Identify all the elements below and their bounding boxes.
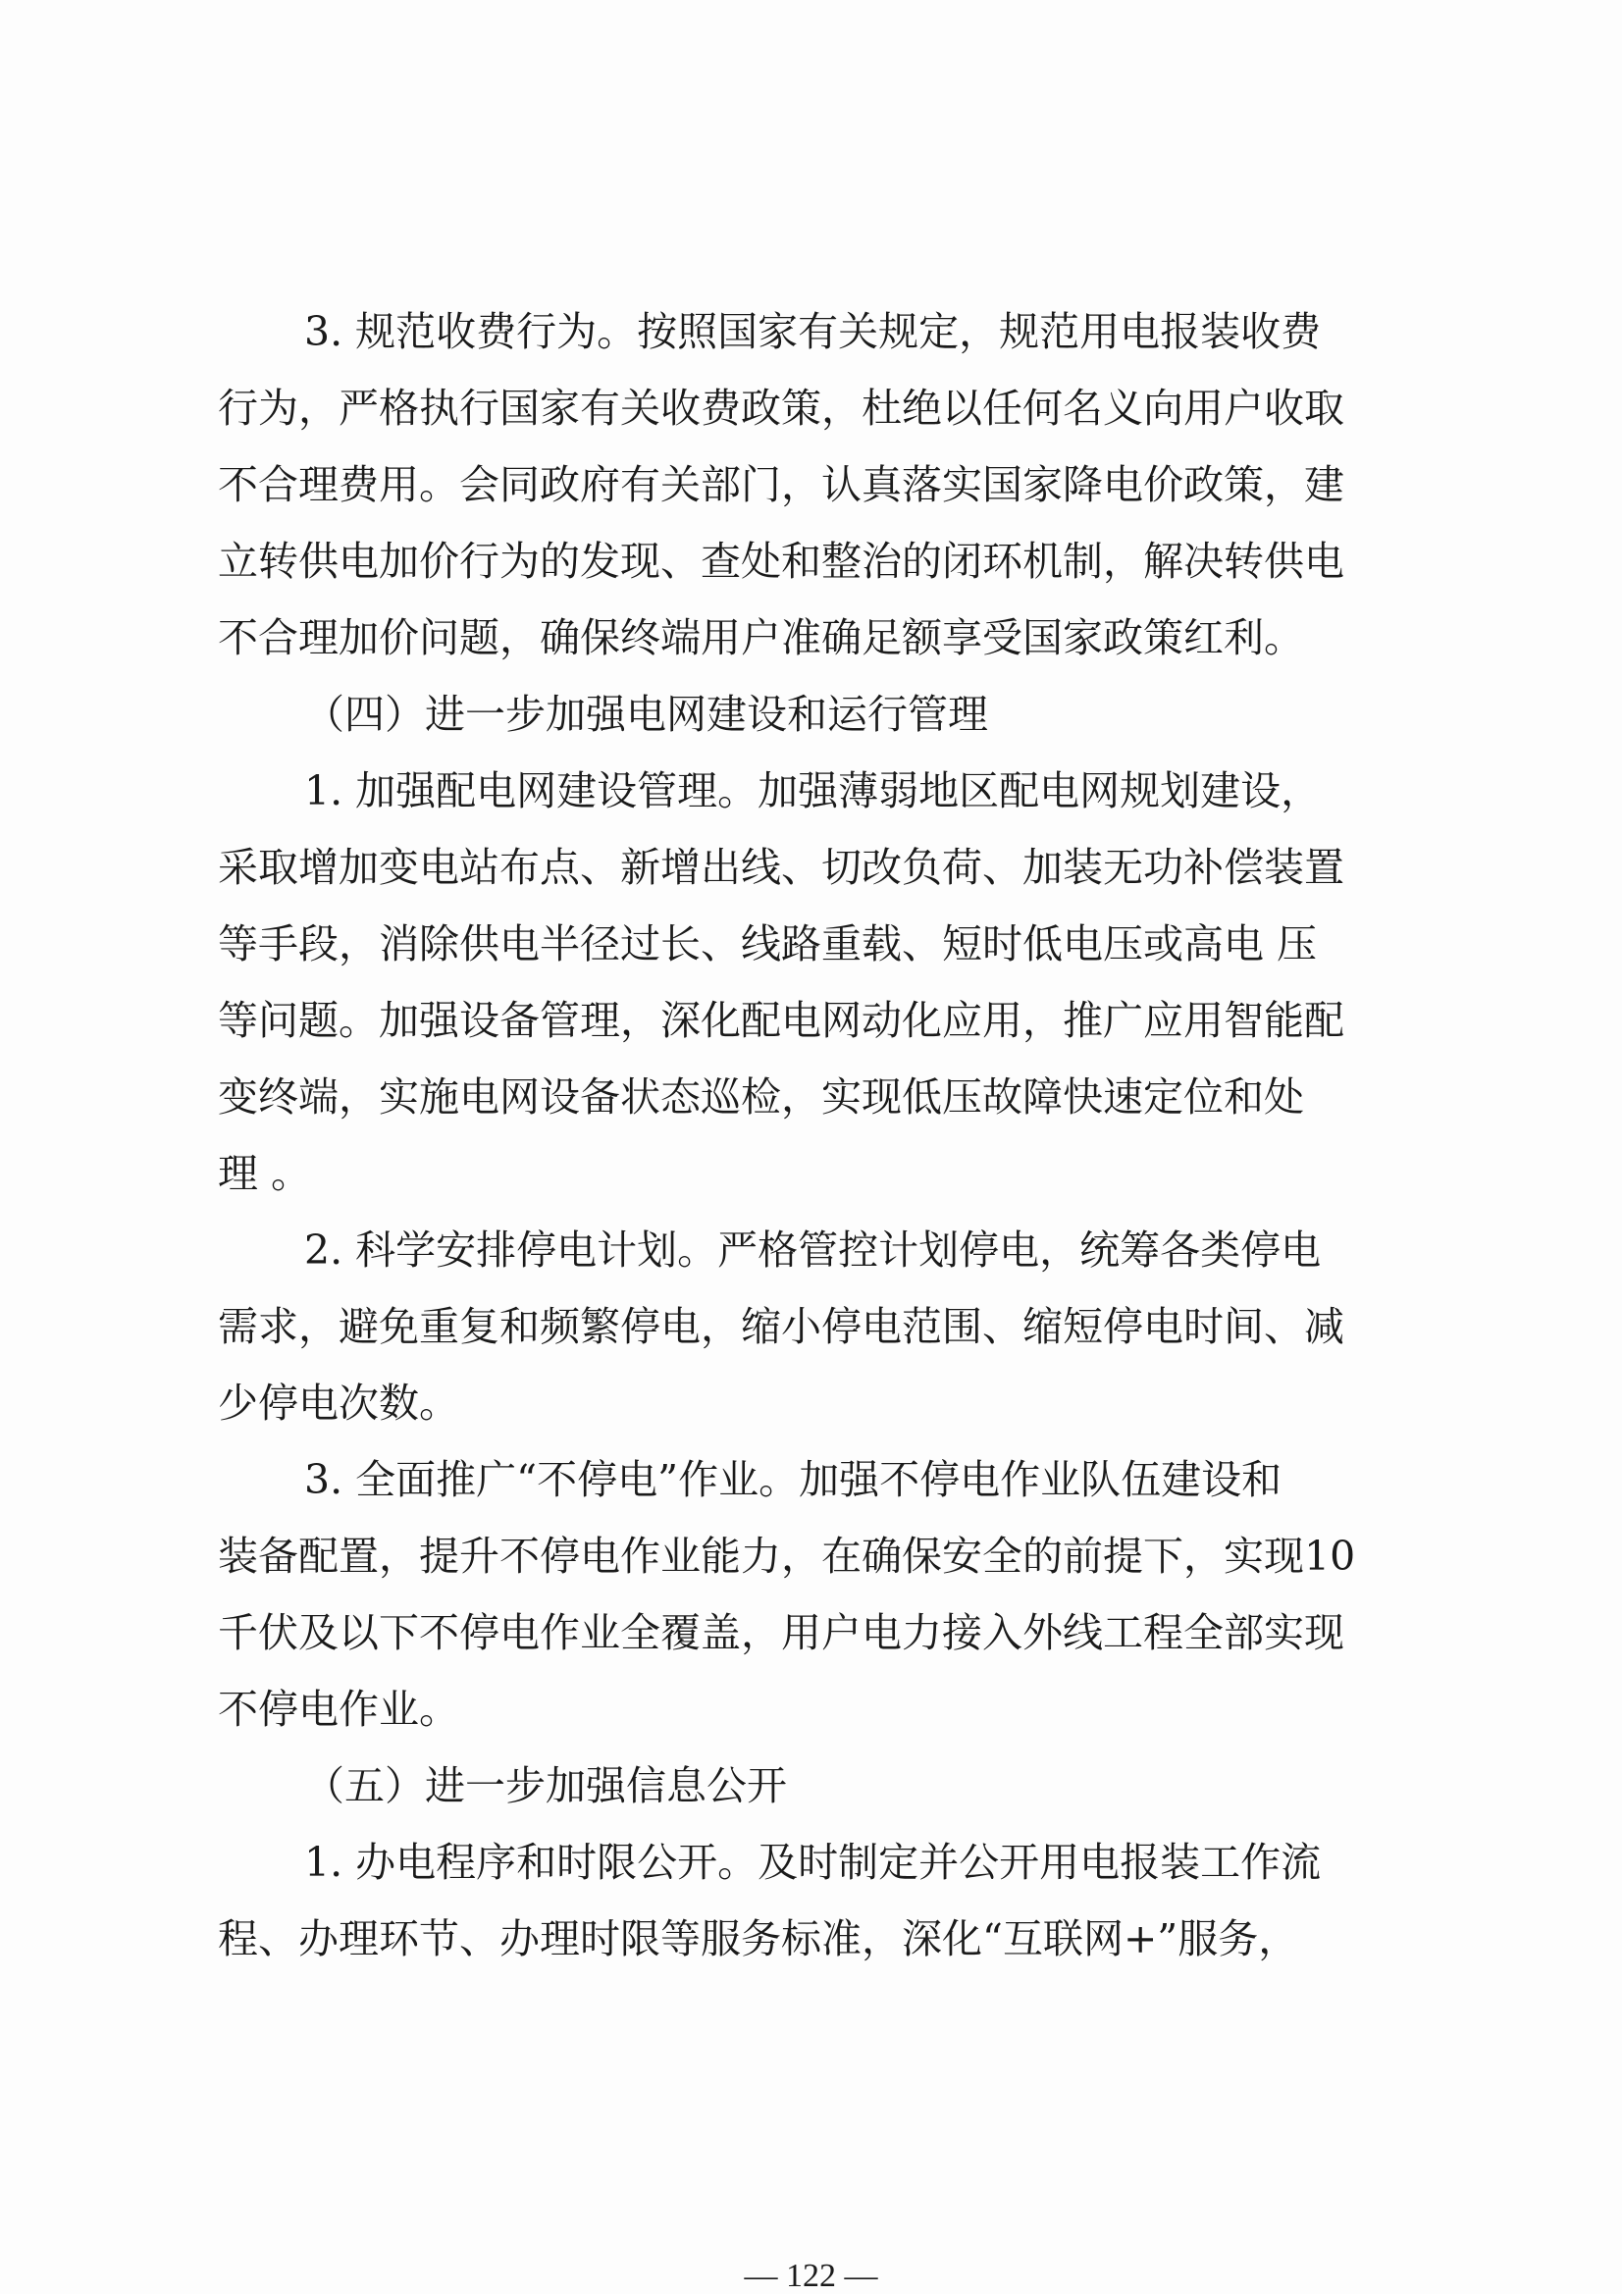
paragraph-line: 行为，严格执行国家有关收费政策，杜绝以任何名义向用户收取 [218,385,1344,432]
paragraph-line: 少停电次数。 [218,1380,459,1427]
paragraph-line: 不停电作业。 [218,1686,459,1733]
paragraph-line: 装备配置，提升不停电作业能力，在确保安全的前提下，实现10 [218,1533,1356,1580]
paragraph-line: 不合理加价问题，确保终端用户准确足额享受国家政策红利。 [218,614,1304,661]
paragraph-line: 理 。 [218,1150,312,1197]
paragraph-line: 千伏及以下不停电作业全覆盖，用户电力接入外线工程全部实现 [218,1609,1344,1656]
paragraph-line: 等手段，消除供电半径过长、线路重载、短时低电压或高电 压 [218,920,1318,967]
paragraph-line: 1. 加强配电网建设管理。加强薄弱地区配电网规划建设， [304,767,1322,814]
paragraph-line: 不合理费用。会同政府有关部门，认真落实国家降电价政策，建 [218,461,1344,508]
paragraph-line: 需求，避免重复和频繁停电，缩小停电范围、缩短停电时间、减 [218,1303,1344,1350]
paragraph-line: 程、办理环节、办理时限等服务标准，深化“互联网+”服务， [218,1915,1299,1962]
paragraph-line: 立转供电加价行为的发现、查处和整治的闭环机制，解决转供电 [218,538,1344,585]
paragraph-line: 1. 办电程序和时限公开。及时制定并公开用电报装工作流 [304,1839,1322,1886]
section-heading: （五）进一步加强信息公开 [304,1762,787,1809]
paragraph-line: 3. 规范收费行为。按照国家有关规定，规范用电报装收费 [304,308,1322,355]
paragraph-line: 采取增加变电站布点、新增出线、切改负荷、加装无功补偿装置 [218,844,1344,891]
paragraph-line: 变终端，实施电网设备状态巡检，实现低压故障快速定位和处 [218,1073,1304,1121]
paragraph-line: 2. 科学安排停电计划。严格管控计划停电，统筹各类停电 [304,1226,1322,1274]
paragraph-line: 等问题。加强设备管理，深化配电网动化应用，推广应用智能配 [218,997,1344,1044]
paragraph-line: 3. 全面推广“不停电”作业。加强不停电作业队伍建设和 [304,1456,1282,1503]
page-number: — 122 — [744,2258,878,2294]
section-heading: （四）进一步加强电网建设和运行管理 [304,691,988,738]
